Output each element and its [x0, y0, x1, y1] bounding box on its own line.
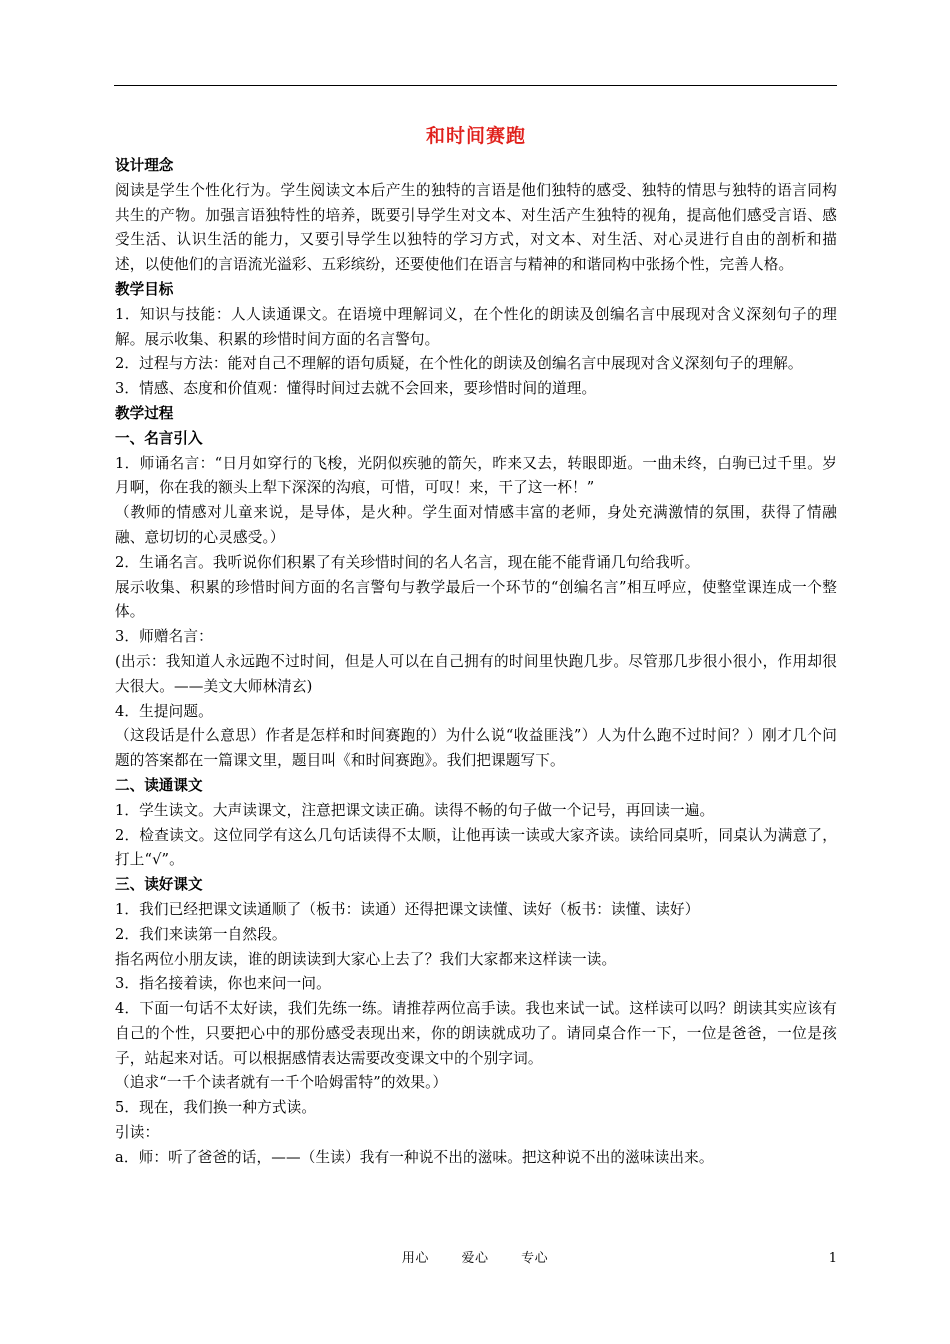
section-heading: 三、读好课文	[115, 876, 203, 894]
paragraph: 3．情感、态度和价值观：懂得时间过去就不会回来，要珍惜时间的道理。	[115, 380, 597, 398]
footer-motto-word: 用心	[401, 1251, 429, 1266]
page-number: 1	[828, 1251, 837, 1266]
paragraph: 3．师赠名言：	[115, 628, 213, 646]
paragraph: 阅读是学生个性化行为。学生阅读文本后产生的独特的言语是他们独特的感受、独特的情思与独特的语言同构共生的产物。加强言语独特性的培养，既要引导学生对文本、对生活产生独特的视角，提高他们感受言语、感受生活、认识生活的能力，又要引导学生以独特的学习方式，对文本、对生活、对心灵进行自由的剖析和描述，以使他们的言语流光溢彩、五彩缤纷，还要使他们在语言与精神的和谐同构中张扬个性，完善人格。	[115, 181, 837, 274]
paragraph: （教师的情感对儿童来说，是导体，是火种。学生面对情感丰富的老师，身处充满激情的氛围，获得了情融融、意切切的心灵感受。）	[115, 504, 837, 546]
paragraph: 3．指名接着读，你也来问一问。	[115, 975, 331, 993]
footer-motto-word: 专心	[521, 1251, 549, 1266]
section-heading: 一、名言引入	[115, 429, 203, 447]
paragraph: 指名两位小朋友读，谁的朗读读到大家心上去了？我们大家都来这样读一读。	[115, 950, 617, 968]
section-heading: 设计理念	[115, 157, 174, 174]
paragraph: 1．学生读文。大声读课文，注意把课文读正确。读得不畅的句子做一个记号，再回读一遍。	[115, 801, 715, 819]
paragraph: 2．检查读文。这位同学有这么几句话读得不太顺，让他再读一读或大家齐读。读给同桌听，同桌认为满意了，打上“√”。	[115, 826, 837, 869]
paragraph: 展示收集、积累的珍惜时间方面的名言警句与教学最后一个环节的“创编名言”相互呼应，使整堂课连成一个整体。	[115, 578, 837, 621]
section-heading: 二、读通课文	[115, 776, 203, 794]
document-body	[115, 122, 837, 1171]
paragraph: 1．我们已经把课文读通顺了（板书：读通）还得把课文读懂、读好（板书：读懂、读好）	[115, 900, 700, 918]
paragraph: （追求“一千个读者就有一千个哈姆雷特”的效果。）	[115, 1074, 448, 1092]
paragraph: 引读：	[115, 1124, 160, 1142]
paragraph: 4．下面一句话不太好读，我们先练一练。请推荐两位高手读。我也来试一试。这样读可以吗？朗读其实应该有自己的个性，只要把心中的那份感受表现出来，你的朗读就成功了。请同桌合作一下，一位是爸爸，一位是孩子，站起来对话。可以根据感情表达需要改变课文中的个别字词。	[115, 1000, 837, 1067]
footer-motto-word: 爱心	[461, 1251, 489, 1266]
footer-motto	[0, 1248, 950, 1270]
page-footer	[0, 1248, 950, 1270]
paragraph: 1．师诵名言：“日月如穿行的飞梭，光阴似疾驰的箭矢，昨来又去，转眼即逝。一曲未终，白驹已过千里。岁月啊，你在我的额头上犁下深深的沟痕，可惜，可叹！来，干了这一杯！”	[115, 454, 837, 497]
header-rule	[114, 85, 837, 86]
paragraph: 5．现在，我们换一种方式读。	[115, 1099, 317, 1117]
section-heading: 教学目标	[115, 280, 174, 298]
paragraph: (出示：我知道人永远跑不过时间，但是人可以在自己拥有的时间里快跑几步。尽管那几步很小很小，作用却很大很大。——美文大师林清玄)	[115, 652, 837, 695]
paragraph: 2．生诵名言。我听说你们积累了有关珍惜时间的名人名言，现在能不能背诵几句给我听。	[115, 553, 700, 571]
section-heading: 教学过程	[115, 404, 174, 422]
document-sections	[115, 154, 837, 1171]
paragraph: 2．过程与方法：能对自己不理解的语句质疑，在个性化的朗读及创编名言中展现对含义深刻句子的理解。	[115, 355, 803, 373]
paragraph: a．师：听了爸爸的话，——（生读）我有一种说不出的滋味。把这种说不出的滋味读出来。	[115, 1148, 714, 1166]
paragraph: （这段话是什么意思）作者是怎样和时间赛跑的）为什么说“收益匪浅”）人为什么跑不过时间？）刚才几个问题的答案都在一篇课文里，题目叫《和时间赛跑》。我们把课题写下。	[115, 727, 837, 770]
paragraph: 2．我们来读第一自然段。	[115, 925, 287, 943]
document-title: 和时间赛跑	[425, 125, 526, 147]
paragraph: 1．知识与技能：人人读通课文。在语境中理解词义，在个性化的朗读及创编名言中展现对含义深刻句子的理解。展示收集、积累的珍惜时间方面的名言警句。	[115, 305, 837, 348]
paragraph: 4．生提问题。	[115, 702, 213, 720]
